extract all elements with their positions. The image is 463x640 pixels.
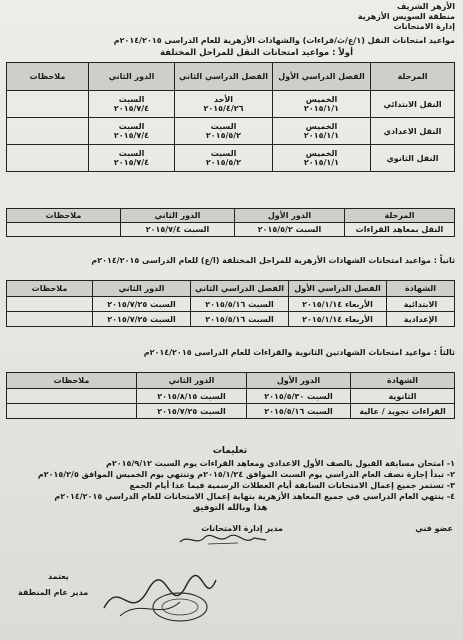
cell-notes bbox=[7, 404, 137, 419]
table-row bbox=[7, 297, 455, 312]
cell-round2: السبت ٢٠١٥/٧/٤ bbox=[89, 118, 175, 145]
letterhead-line-2: منطقة السويس الأزهرية bbox=[357, 12, 455, 21]
table-row bbox=[7, 223, 455, 237]
table-row bbox=[7, 118, 455, 145]
col-header-round1: الدور الأول bbox=[247, 373, 351, 389]
cell-term2: السبت ٢٠١٥/٥/١٦ bbox=[191, 297, 289, 312]
col-header-round2: الدور الثاني bbox=[93, 281, 191, 297]
cell-term1: الخميس ٢٠١٥/١/١ bbox=[273, 118, 371, 145]
letterhead-line-1: الأزهر الشريف bbox=[396, 2, 455, 11]
cell-round2: السبت ٢٠١٥/٨/١٥ bbox=[137, 389, 247, 404]
cell-round1: السبت ٢٠١٥/٥/٢ bbox=[235, 223, 345, 237]
cell-term2: السبت ٢٠١٥/٥/١٦ bbox=[191, 312, 289, 327]
cell-notes bbox=[7, 118, 89, 145]
table-qiraat-transfer bbox=[6, 208, 455, 237]
cell-term1: الأربعاء ٢٠١٥/١/١٤ bbox=[289, 312, 387, 327]
section-1-title: أولاً : مواعيد امتحانات النقل للمراحل المختلفة bbox=[160, 48, 353, 58]
cell-stage: النقل بمعاهد القراءات bbox=[345, 223, 455, 237]
signature-director-general: مدير عام المنطقة bbox=[18, 588, 89, 597]
stamp-icon bbox=[150, 590, 210, 624]
col-header-notes: ملاحظات bbox=[7, 281, 93, 297]
cell-certificate: القراءات تجويد / عالية bbox=[351, 404, 455, 419]
col-header-term1: الفصل الدراسي الأول bbox=[289, 281, 387, 297]
table-row bbox=[7, 389, 455, 404]
cell-term1: الخميس ٢٠١٥/١/١ bbox=[273, 91, 371, 118]
instruction-item: ٣- تستمر جميع إعمال الامتحانات السابقة أيام العطلات الرسمية فيما عدا أيام الجمع bbox=[129, 481, 455, 490]
signature-director-exams: مدير إدارة الامتحانات bbox=[201, 524, 283, 533]
cell-certificate: الثانوية bbox=[351, 389, 455, 404]
col-header-stage: المرحلة bbox=[371, 63, 455, 91]
col-header-term1: الفصل الدراسي الأول bbox=[273, 63, 371, 91]
cell-stage: النقل الثانوي bbox=[371, 145, 455, 172]
col-header-stage: المرحلة bbox=[345, 209, 455, 223]
col-header-notes: ملاحظات bbox=[7, 63, 89, 91]
cell-notes bbox=[7, 297, 93, 312]
col-header-term2: الفصل الدراسي الثاني bbox=[191, 281, 289, 297]
section-3-title: ثالثاً : مواعيد امتحانات الشهادتين الثانوية والقراءات للعام الدراسى ٢٠١٤/٢٠١٥م bbox=[143, 348, 455, 357]
instruction-item: ٤- ينتهي العام الدراسي في جميع المعاهد الأزهرية بنهاية إعمال الامتحانات للعام الدراسي ٢٠١٤/٢٠١٥م bbox=[54, 492, 455, 501]
table-certificates-secondary-qiraat bbox=[6, 372, 455, 419]
cell-term2: السبت ٢٠١٥/٥/٢ bbox=[175, 145, 273, 172]
cell-stage: النقل الابتدائي bbox=[371, 91, 455, 118]
col-header-round2: الدور الثاني bbox=[137, 373, 247, 389]
letterhead bbox=[315, 2, 455, 32]
document-intro: مواعيد امتحانات النقل (١/ع/ث/قراءات) والشهادات الأزهرية للعام الدراسى ٢٠١٤/٢٠١٥م bbox=[113, 36, 455, 45]
table-transfer-exams bbox=[6, 62, 455, 172]
instructions bbox=[5, 446, 455, 513]
cell-round2: السبت ٢٠١٥/٧/٢٥ bbox=[93, 297, 191, 312]
cell-round2: السبت ٢٠١٥/٧/٤ bbox=[121, 223, 235, 237]
cell-stage: النقل الاعدادي bbox=[371, 118, 455, 145]
table-row bbox=[7, 91, 455, 118]
table-row bbox=[7, 312, 455, 327]
handwritten-signature-icon bbox=[178, 532, 268, 548]
col-header-notes: ملاحظات bbox=[7, 209, 121, 223]
cell-round1: السبت ٢٠١٥/٥/١٦ bbox=[247, 404, 351, 419]
table-certificates-primary-prep bbox=[6, 280, 455, 327]
signature-member: عضو فني bbox=[415, 524, 453, 533]
col-header-round2: الدور الثاني bbox=[89, 63, 175, 91]
cell-notes bbox=[7, 312, 93, 327]
instruction-item: ٢- تبدأ إجازة نصف العام الدراسي يوم السبت الموافق ٢٠١٥/١/٢٤م وتنتهي يوم الخميس الموافق ٢٠١٥/٢/٥م bbox=[37, 470, 455, 479]
cell-notes bbox=[7, 91, 89, 118]
cell-certificate: الابتدائية bbox=[387, 297, 455, 312]
section-2-title: ثانياً : مواعيد امتحانات الشهادات الأزهرية للمراحل المختلفة (ا/ع) للعام الدراسى ٢٠١٤/٢٠١٥م bbox=[91, 256, 455, 265]
cell-round2: السبت ٢٠١٥/٧/٢٥ bbox=[93, 312, 191, 327]
cell-round2: السبت ٢٠١٥/٧/٢٥ bbox=[137, 404, 247, 419]
cell-round1: السبت ٢٠١٥/٥/٣٠ bbox=[247, 389, 351, 404]
cell-term2: السبت ٢٠١٥/٥/٢ bbox=[175, 118, 273, 145]
cell-round2: السبت ٢٠١٥/٧/٤ bbox=[89, 145, 175, 172]
instructions-title: تعليمات bbox=[212, 446, 248, 456]
cell-term1: الخميس ٢٠١٥/١/١ bbox=[273, 145, 371, 172]
cell-round2: السبت ٢٠١٥/٧/٤ bbox=[89, 91, 175, 118]
cell-term2: الأحد ٢٠١٥/٤/٢٦ bbox=[175, 91, 273, 118]
cell-notes bbox=[7, 223, 121, 237]
col-header-notes: ملاحظات bbox=[7, 373, 137, 389]
cell-notes bbox=[7, 145, 89, 172]
closing-line: هذا وبالله التوفيق bbox=[192, 503, 268, 513]
letterhead-line-3: إدارة الامتحانات bbox=[393, 22, 455, 31]
table-row bbox=[7, 404, 455, 419]
cell-notes bbox=[7, 389, 137, 404]
col-header-round1: الدور الأول bbox=[235, 209, 345, 223]
col-header-term2: الفصل الدراسي الثاني bbox=[175, 63, 273, 91]
signature-approve: يعتمد bbox=[48, 572, 69, 581]
col-header-certificate: الشهادة bbox=[351, 373, 455, 389]
col-header-certificate: الشهادة bbox=[387, 281, 455, 297]
cell-term1: الأربعاء ٢٠١٥/١/١٤ bbox=[289, 297, 387, 312]
table-row bbox=[7, 145, 455, 172]
instruction-item: ١- امتحان مسابقة القبول بالصف الأول الاعدادى ومعاهد القراءات يوم السبت ٢٠١٥/٩/١٢م bbox=[106, 459, 455, 468]
col-header-round2: الدور الثاني bbox=[121, 209, 235, 223]
cell-certificate: الإعدادية bbox=[387, 312, 455, 327]
